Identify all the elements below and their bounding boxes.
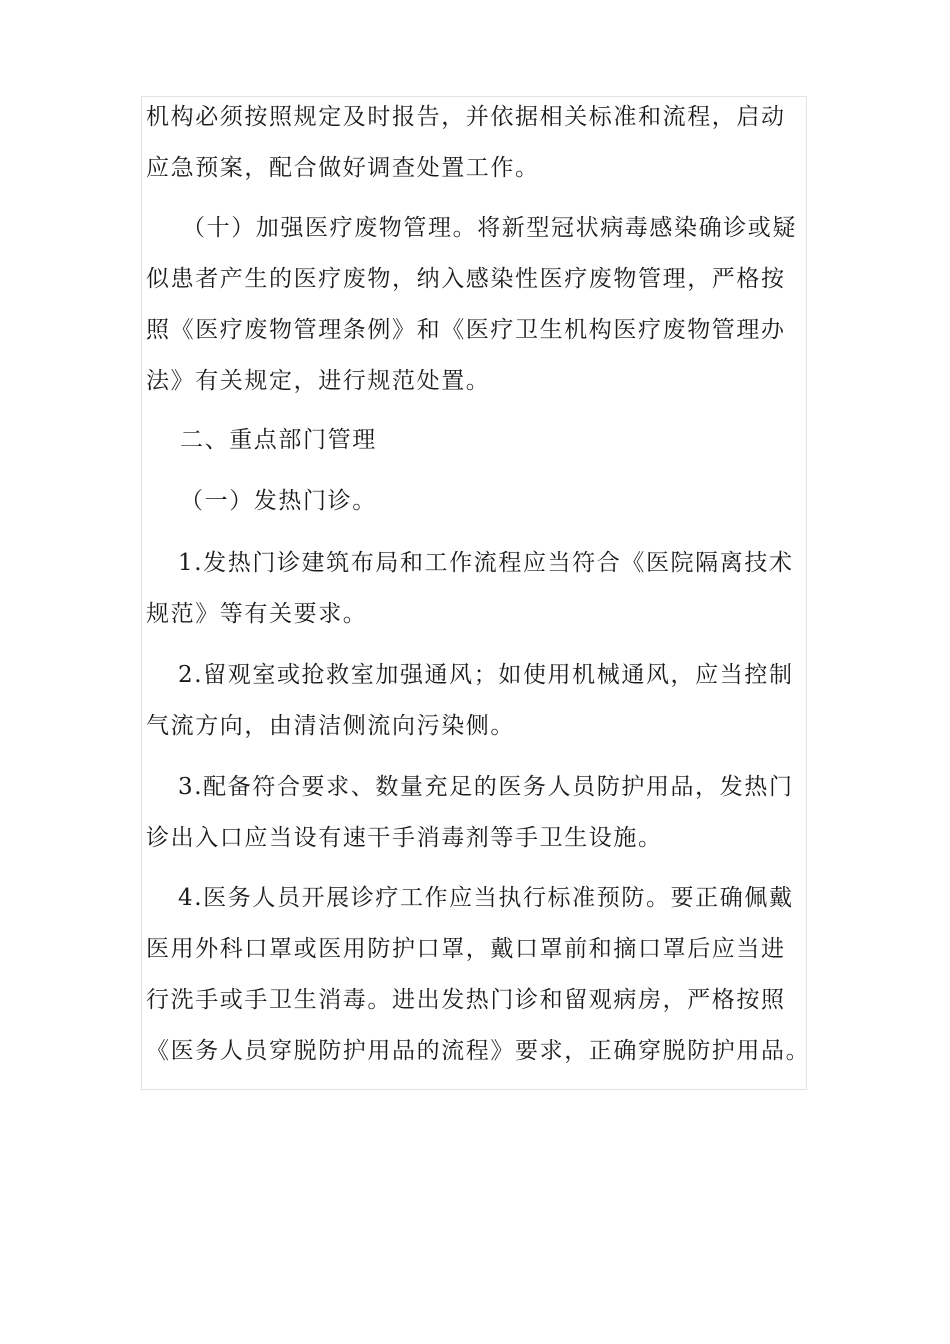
text-line: 法》有关规定，进行规范处置。 [146,368,491,394]
text-line: 行洗手或手卫生消毒。进出发热门诊和留观病房，严格按照 [146,987,786,1013]
text-line: （十）加强医疗废物管理。将新型冠状病毒感染确诊或疑 [182,215,797,241]
text-line: 医用外科口罩或医用防护口罩，戴口罩前和摘口罩后应当进 [146,936,786,962]
list-item-2 [146,650,806,752]
list-item-4 [146,873,811,1077]
text-line: （一）发热门诊。 [180,488,377,514]
text-line: 机构必须按照规定及时报告，并依据相关标准和流程，启动 [146,104,786,130]
text-line: 诊出入口应当设有速干手消毒剂等手卫生设施。 [146,825,663,851]
section-heading [146,415,806,466]
list-item-3 [146,762,806,864]
text-line: 照《医疗废物管理条例》和《医疗卫生机构医疗废物管理办 [146,317,786,343]
text-line: 4.医务人员开展诊疗工作应当执行标准预防。要正确佩戴 [178,885,794,911]
text-line: 规范》等有关要求。 [146,601,368,627]
text-line: 二、重点部门管理 [180,427,377,453]
subsection-heading [146,476,806,527]
text-line: 应急预案，配合做好调查处置工作。 [146,155,540,181]
text-line: 气流方向，由清洁侧流向污染侧。 [146,713,515,739]
text-line: 似患者产生的医疗废物，纳入感染性医疗废物管理，严格按 [146,266,786,292]
list-item-1 [146,538,806,640]
paragraph-continuation [146,92,806,194]
text-line: 2.留观室或抢救室加强通风；如使用机械通风，应当控制 [178,662,794,688]
text-line: 《医务人员穿脱防护用品的流程》要求，正确穿脱防护用品。 [146,1038,811,1064]
paragraph-medical-waste [146,203,806,407]
text-line: 1.发热门诊建筑布局和工作流程应当符合《医院隔离技术 [178,550,794,576]
text-line: 3.配备符合要求、数量充足的医务人员防护用品，发热门 [178,774,794,800]
